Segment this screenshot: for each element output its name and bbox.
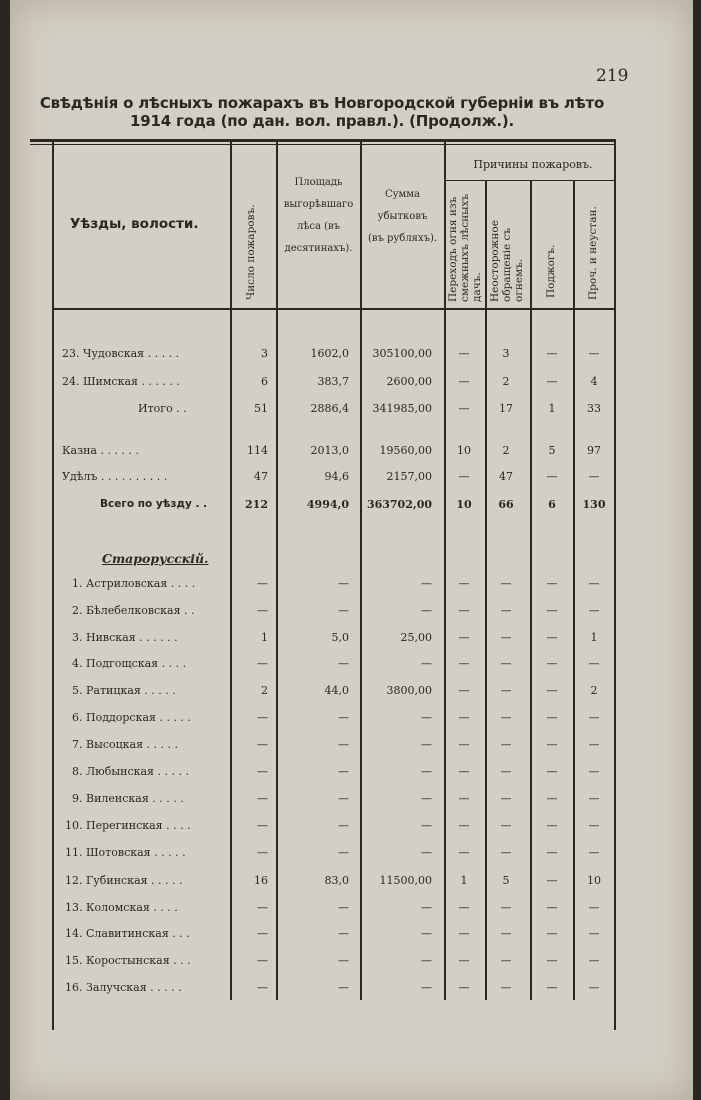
- table-row: [10, 738, 693, 758]
- header-sum-line: (въ рубляхъ).: [367, 233, 438, 244]
- cell-sum: —: [421, 657, 432, 670]
- cell-area: —: [338, 846, 349, 859]
- table-row: [10, 711, 693, 731]
- row-label: 15. Коростынская . . .: [65, 954, 191, 967]
- cell-other: —: [588, 657, 600, 670]
- page-number: 219: [596, 66, 629, 86]
- table-row: [10, 375, 693, 395]
- cell-careless: —: [500, 577, 512, 590]
- cell-careless: —: [500, 657, 512, 670]
- header-area-line: выгорѣвшаго: [283, 199, 354, 210]
- cell-sum: —: [421, 792, 432, 805]
- cell-other: —: [588, 738, 600, 751]
- cell-arson: —: [546, 577, 558, 590]
- row-label: 11. Шотовская . . . . .: [65, 846, 186, 859]
- table-row: [10, 684, 693, 704]
- row-label: 8. Любынская . . . . .: [72, 765, 189, 778]
- cell-other: —: [588, 711, 600, 724]
- row-label: 6. Поддорская . . . . .: [72, 711, 191, 724]
- header-count: Число пожаровъ.: [245, 204, 257, 300]
- cell-careless: —: [500, 954, 512, 967]
- header-rule: [52, 308, 615, 310]
- table-row: [10, 792, 693, 812]
- cell-area: —: [338, 819, 349, 832]
- table-row: [10, 954, 693, 974]
- header-cause-other: Проч. и неустан.: [587, 206, 599, 300]
- cell-careless: —: [500, 927, 512, 940]
- cell-other: —: [588, 792, 600, 805]
- cell-sum: 25,00: [400, 631, 432, 644]
- cell-count: 212: [245, 498, 268, 511]
- cell-spread: —: [458, 577, 470, 590]
- cell-area: 4994,0: [306, 498, 349, 511]
- cell-careless: —: [500, 981, 512, 994]
- cell-count: —: [257, 927, 268, 940]
- cell-area: 83,0: [324, 874, 349, 887]
- cell-area: —: [338, 954, 349, 967]
- cell-arson: —: [546, 927, 558, 940]
- row-label: 13. Коломская . . . .: [65, 901, 178, 914]
- cell-careless: —: [500, 792, 512, 805]
- cell-sum: —: [421, 981, 432, 994]
- cell-spread: —: [458, 927, 470, 940]
- cell-arson: —: [546, 604, 558, 617]
- cell-count: 51: [254, 402, 268, 415]
- row-label: Казна . . . . . .: [62, 444, 139, 457]
- cell-spread: —: [458, 792, 470, 805]
- cell-area: 383,7: [317, 375, 349, 388]
- cell-sum: 11500,00: [379, 874, 432, 887]
- cell-arson: —: [546, 657, 558, 670]
- cell-sum: —: [421, 819, 432, 832]
- cell-area: 44,0: [324, 684, 349, 697]
- cell-spread: —: [458, 657, 470, 670]
- cell-area: 1602,0: [310, 347, 349, 360]
- row-label: 9. Виленская . . . . .: [72, 792, 184, 805]
- cell-count: 16: [254, 874, 268, 887]
- header-area: [277, 172, 360, 260]
- cell-area: —: [338, 765, 349, 778]
- col-line: [230, 140, 232, 1000]
- cell-count: —: [257, 901, 268, 914]
- row-label: 1. Астриловская . . . .: [72, 577, 196, 590]
- document-page: [10, 0, 693, 1100]
- cell-sum: 363702,00: [366, 498, 432, 511]
- header-cause-arson: Поджогъ.: [545, 244, 557, 298]
- cell-sum: 305100,00: [372, 347, 432, 360]
- table-row: [10, 577, 693, 597]
- table-title: [22, 94, 622, 130]
- table-row: [10, 901, 693, 921]
- cell-other: —: [588, 901, 600, 914]
- cell-careless: —: [500, 631, 512, 644]
- row-label: 16. Залучская . . . . .: [65, 981, 182, 994]
- cell-count: —: [257, 954, 268, 967]
- table-row: [10, 765, 693, 785]
- cell-sum: 3800,00: [386, 684, 432, 697]
- cell-count: —: [257, 657, 268, 670]
- cell-sum: —: [421, 577, 432, 590]
- top-rule-thin: [30, 144, 616, 145]
- cell-area: —: [338, 604, 349, 617]
- header-sum-line: убытковъ: [377, 211, 428, 222]
- cell-careless: —: [500, 846, 512, 859]
- cell-other: —: [588, 604, 600, 617]
- cell-area: —: [338, 577, 349, 590]
- cell-other: 2: [590, 684, 598, 697]
- header-cause-spread: Переходъ огня изъ смежныхъ лѣсныхъ дачъ.: [447, 193, 483, 302]
- cell-count: —: [257, 711, 268, 724]
- cell-arson: —: [546, 901, 558, 914]
- table-row: [10, 402, 693, 422]
- cell-sum: —: [421, 711, 432, 724]
- cell-count: —: [257, 577, 268, 590]
- cell-arson: —: [546, 765, 558, 778]
- header-area-line: десятинахъ).: [284, 243, 353, 254]
- cell-count: —: [257, 792, 268, 805]
- cell-spread: —: [458, 981, 470, 994]
- cell-arson: —: [546, 631, 558, 644]
- table-row-total: [10, 498, 693, 518]
- cell-careless: 47: [499, 470, 513, 483]
- cell-spread: 1: [460, 874, 468, 887]
- cell-spread: 10: [457, 444, 471, 457]
- cell-count: —: [257, 981, 268, 994]
- col-line: [276, 140, 278, 1000]
- cell-spread: —: [458, 901, 470, 914]
- cell-count: 47: [254, 470, 268, 483]
- row-label: 3. Нивская . . . . . .: [72, 631, 178, 644]
- cell-other: 33: [587, 402, 601, 415]
- cell-arson: —: [546, 954, 558, 967]
- cell-spread: —: [458, 375, 470, 388]
- cell-sum: —: [421, 765, 432, 778]
- cell-area: —: [338, 792, 349, 805]
- cell-count: 6: [261, 375, 268, 388]
- table-row: [10, 981, 693, 1001]
- cell-count: 3: [261, 347, 268, 360]
- cell-careless: 66: [498, 498, 514, 511]
- header-area-line: лѣса (въ: [296, 221, 341, 232]
- cell-arson: —: [546, 684, 558, 697]
- cell-area: 2013,0: [310, 444, 349, 457]
- cell-area: —: [338, 927, 349, 940]
- row-label: 4. Подгощская . . . .: [72, 657, 187, 670]
- cell-area: —: [338, 738, 349, 751]
- cell-sum: —: [421, 927, 432, 940]
- col-line: [360, 140, 362, 1000]
- table-row: [10, 444, 693, 464]
- cell-spread: —: [458, 631, 470, 644]
- table-row: [10, 470, 693, 490]
- cell-sum: 2157,00: [386, 470, 432, 483]
- cell-count: —: [257, 604, 268, 617]
- cell-careless: 2: [502, 375, 510, 388]
- cell-arson: —: [546, 792, 558, 805]
- cell-other: —: [588, 846, 600, 859]
- cell-spread: —: [458, 765, 470, 778]
- cell-area: 5,0: [331, 631, 349, 644]
- cell-sum: —: [421, 846, 432, 859]
- cell-sum: —: [421, 604, 432, 617]
- header-sum: [361, 184, 444, 250]
- header-causes: Причины пожаровъ.: [473, 158, 593, 171]
- cell-careless: 2: [502, 444, 510, 457]
- cell-sum: —: [421, 954, 432, 967]
- table-row: [10, 604, 693, 624]
- row-label: 5. Ратицкая . . . . .: [72, 684, 176, 697]
- cell-other: —: [588, 819, 600, 832]
- cell-arson: —: [546, 375, 558, 388]
- cell-count: 114: [247, 444, 268, 457]
- title-line-2: 1914 года (по дан. вол. правл.). (Продолж.).: [130, 112, 514, 130]
- title-line-1: Свѣдѣнія о лѣсныхъ пожарахъ въ Новгородской губерніи въ лѣто: [39, 94, 605, 112]
- cell-arson: —: [546, 711, 558, 724]
- header-area-line: Площадь: [294, 177, 343, 188]
- cell-spread: —: [458, 954, 470, 967]
- cell-sum: 341985,00: [372, 402, 432, 415]
- cell-spread: —: [458, 470, 470, 483]
- cell-other: 130: [582, 498, 606, 511]
- row-label: 23. Чудовская . . . . .: [62, 347, 180, 360]
- cell-other: —: [588, 954, 600, 967]
- cell-other: —: [588, 577, 600, 590]
- cell-careless: —: [500, 711, 512, 724]
- cell-area: 94,6: [324, 470, 349, 483]
- cell-arson: —: [546, 347, 558, 360]
- cell-arson: —: [546, 470, 558, 483]
- table-row: [10, 631, 693, 651]
- cell-spread: —: [458, 347, 470, 360]
- cell-other: —: [588, 765, 600, 778]
- cell-arson: —: [546, 846, 558, 859]
- cell-sum: —: [421, 738, 432, 751]
- cell-count: —: [257, 819, 268, 832]
- cell-other: 4: [590, 375, 598, 388]
- cell-arson: 6: [548, 498, 556, 511]
- row-label: 12. Губинская . . . . .: [65, 874, 183, 887]
- table-row: [10, 819, 693, 839]
- cell-count: —: [257, 765, 268, 778]
- table-row: [10, 657, 693, 677]
- cell-spread: —: [458, 684, 470, 697]
- cell-careless: 5: [502, 874, 510, 887]
- top-rule: [30, 139, 616, 142]
- table-row: [10, 846, 693, 866]
- cell-spread: —: [458, 738, 470, 751]
- row-label: 7. Высоцкая . . . . .: [72, 738, 179, 751]
- cell-arson: 1: [548, 402, 556, 415]
- cell-other: —: [588, 470, 600, 483]
- cell-area: 2886,4: [310, 402, 349, 415]
- cell-spread: 10: [456, 498, 472, 511]
- table-row: [10, 347, 693, 367]
- cell-careless: 17: [499, 402, 513, 415]
- row-label: 24. Шимская . . . . . .: [62, 375, 180, 388]
- row-label: Итого . .: [138, 402, 187, 415]
- cell-spread: —: [458, 846, 470, 859]
- cell-count: 1: [261, 631, 268, 644]
- cell-careless: —: [500, 604, 512, 617]
- row-label: Удѣлъ . . . . . . . . . .: [62, 470, 168, 483]
- row-label: 10. Перегинская . . . .: [65, 819, 191, 832]
- cell-area: —: [338, 901, 349, 914]
- cell-other: 1: [590, 631, 598, 644]
- cell-arson: —: [546, 874, 558, 887]
- header-cause-careless: Неосторожное обращеніе съ огнемъ.: [489, 220, 525, 302]
- cell-arson: —: [546, 819, 558, 832]
- cell-other: —: [588, 981, 600, 994]
- header-uezd: Уѣзды, волости.: [70, 216, 199, 232]
- cell-count: 2: [261, 684, 268, 697]
- cell-area: —: [338, 981, 349, 994]
- cell-arson: —: [546, 981, 558, 994]
- cell-spread: —: [458, 711, 470, 724]
- causes-rule: [444, 180, 615, 181]
- cell-arson: —: [546, 738, 558, 751]
- cell-sum: 19560,00: [379, 444, 432, 457]
- cell-count: —: [257, 846, 268, 859]
- cell-other: —: [588, 347, 600, 360]
- cell-area: —: [338, 657, 349, 670]
- table-row: [10, 927, 693, 947]
- cell-other: —: [588, 927, 600, 940]
- row-label: 2. Бѣлебелковская . .: [72, 604, 195, 617]
- cell-careless: —: [500, 819, 512, 832]
- cell-sum: —: [421, 901, 432, 914]
- col-line: [444, 140, 446, 1000]
- cell-other: 10: [587, 874, 601, 887]
- cell-area: —: [338, 711, 349, 724]
- table-row: [10, 874, 693, 894]
- cell-careless: —: [500, 738, 512, 751]
- cell-careless: 3: [502, 347, 510, 360]
- cell-careless: —: [500, 901, 512, 914]
- section-title: Старорусскій.: [102, 551, 209, 566]
- header-sum-line: Сумма: [384, 189, 421, 200]
- cell-careless: —: [500, 684, 512, 697]
- row-label: Всего по уѣзду . .: [100, 498, 208, 510]
- cell-arson: 5: [548, 444, 556, 457]
- cell-spread: —: [458, 402, 470, 415]
- cell-spread: —: [458, 819, 470, 832]
- cell-sum: 2600,00: [386, 375, 432, 388]
- cell-other: 97: [587, 444, 601, 457]
- row-label: 14. Славитинская . . .: [65, 927, 190, 940]
- cell-spread: —: [458, 604, 470, 617]
- cell-careless: —: [500, 765, 512, 778]
- cell-count: —: [257, 738, 268, 751]
